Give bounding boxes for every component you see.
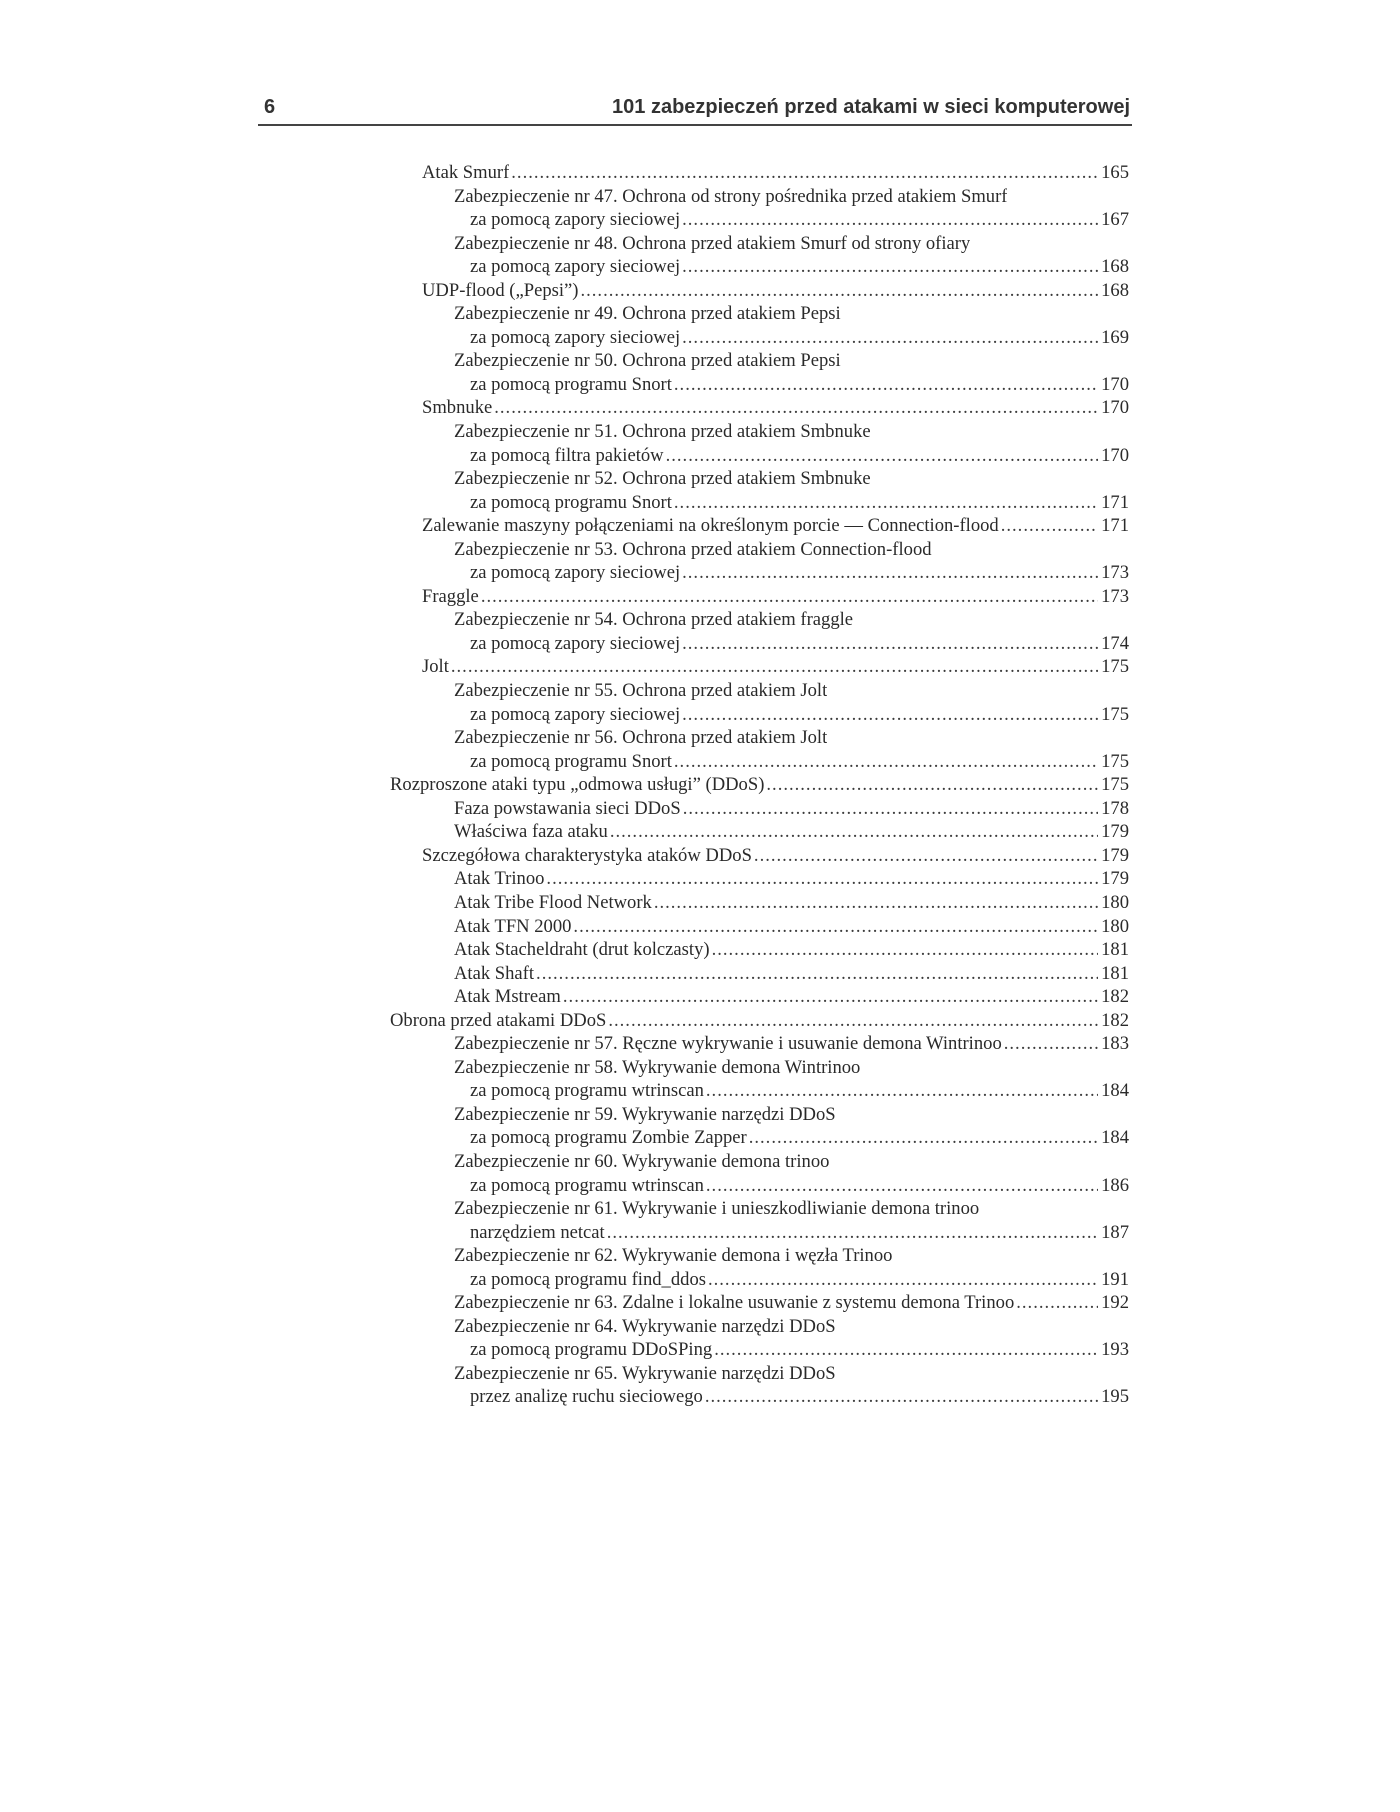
toc-entry [390,1150,1129,1174]
toc-entry-page: 179 [1101,844,1129,866]
toc-leader-dots [674,491,1098,515]
toc-entry [390,773,1129,797]
toc-entry [390,491,1129,515]
toc-entry-title: Zabezpieczenie nr 56. Ochrona przed atakiem Jolt [454,727,828,749]
toc-entry [390,1079,1129,1103]
toc-leader-dots [754,844,1098,868]
table-of-contents [390,161,1129,1409]
toc-entry-page: 193 [1101,1339,1129,1361]
toc-entry-title: Atak TFN 2000 [454,915,572,937]
toc-entry-title: Zabezpieczenie nr 50. Ochrona przed atakiem Pepsi [454,350,841,372]
toc-entry-title: za pomocą zapory sieciowej [470,562,681,584]
toc-entry-page: 170 [1101,373,1129,395]
toc-entry-page: 186 [1101,1174,1129,1196]
toc-entry-title: Zabezpieczenie nr 61. Wykrywanie i unieszkodliwianie demona trinoo [454,1198,980,1220]
toc-entry [390,1221,1129,1245]
toc-entry-page: 173 [1101,585,1129,607]
toc-entry [390,1009,1129,1033]
toc-leader-dots [712,938,1099,962]
toc-entry-page: 170 [1101,444,1129,466]
toc-entry [390,538,1129,562]
page-number: 6 [264,96,276,118]
toc-entry-title: Zabezpieczenie nr 55. Ochrona przed atakiem Jolt [454,680,828,702]
toc-entry [390,962,1129,986]
toc-entry [390,349,1129,373]
page-header [258,94,1132,126]
toc-entry-page: 181 [1101,939,1129,961]
toc-entry-page: 195 [1101,1386,1129,1408]
toc-entry-page: 175 [1101,750,1129,772]
toc-entry [390,750,1129,774]
toc-leader-dots [608,1009,1098,1033]
toc-entry [390,1338,1129,1362]
toc-entry-title: za pomocą zapory sieciowej [470,326,681,348]
toc-entry-page: 168 [1101,256,1129,278]
toc-entry-page: 168 [1101,279,1129,301]
toc-entry-page: 191 [1101,1268,1129,1290]
toc-entry-title: Zabezpieczenie nr 47. Ochrona od strony pośrednika przed atakiem Smurf [454,185,1008,207]
toc-entry-title: Zabezpieczenie nr 59. Wykrywanie narzędzi DDoS [454,1103,836,1125]
toc-entry [390,1056,1129,1080]
toc-entry-title: Faza powstawania sieci DDoS [454,797,681,819]
toc-entry [390,1126,1129,1150]
toc-entry-title: Jolt [422,656,449,678]
toc-entry-title: Zabezpieczenie nr 54. Ochrona przed atakiem fraggle [454,609,854,631]
toc-entry [390,420,1129,444]
toc-entry-title: narzędziem netcat [470,1221,605,1243]
toc-leader-dots [706,1079,1098,1103]
toc-entry [390,185,1129,209]
toc-entry-page: 182 [1101,1009,1129,1031]
toc-entry-page: 175 [1101,656,1129,678]
toc-entry-title: za pomocą programu Snort [470,373,672,395]
toc-entry-title: Szczegółowa charakterystyka ataków DDoS [422,844,752,866]
toc-entry [390,726,1129,750]
toc-entry [390,844,1129,868]
toc-leader-dots [536,962,1098,986]
toc-entry-title: Właściwa faza ataku [454,821,608,843]
toc-entry-page: 183 [1101,1033,1129,1055]
toc-entry [390,820,1129,844]
toc-entry [390,1291,1129,1315]
toc-entry-title: Obrona przed atakami DDoS [390,1009,607,1031]
toc-entry-page: 179 [1101,821,1129,843]
toc-entry [390,1315,1129,1339]
toc-entry [390,208,1129,232]
toc-entry [390,891,1129,915]
toc-leader-dots [563,985,1098,1009]
toc-leader-dots [654,891,1098,915]
toc-entry-title: Zabezpieczenie nr 64. Wykrywanie narzędzi DDoS [454,1315,836,1337]
toc-leader-dots [682,703,1098,727]
toc-entry-title: Zabezpieczenie nr 63. Zdalne i lokalne usuwanie z systemu demona Trinoo [454,1292,1015,1314]
toc-leader-dots [451,655,1098,679]
toc-entry [390,255,1129,279]
toc-leader-dots [682,632,1098,656]
toc-entry-title: Zabezpieczenie nr 51. Ochrona przed atakiem Smbnuke [454,421,871,443]
toc-leader-dots [682,208,1098,232]
toc-leader-dots [674,373,1098,397]
toc-entry-page: 175 [1101,703,1129,725]
toc-entry [390,373,1129,397]
toc-entry [390,514,1129,538]
toc-leader-dots [708,1268,1098,1292]
toc-entry-title: za pomocą zapory sieciowej [470,209,681,231]
toc-entry [390,1032,1129,1056]
toc-entry-title: za pomocą zapory sieciowej [470,256,681,278]
toc-entry-title: Zabezpieczenie nr 57. Ręczne wykrywanie i usuwanie demona Wintrinoo [454,1033,1002,1055]
toc-entry-page: 173 [1101,562,1129,584]
toc-entry-page: 182 [1101,986,1129,1008]
toc-entry-title: za pomocą programu find_ddos [470,1268,706,1290]
toc-entry-title: przez analizę ruchu sieciowego [470,1386,703,1408]
toc-entry [390,585,1129,609]
toc-entry [390,302,1129,326]
toc-leader-dots [683,797,1098,821]
toc-entry-title: Zabezpieczenie nr 65. Wykrywanie narzędzi DDoS [454,1362,836,1384]
toc-leader-dots [682,326,1098,350]
toc-entry-page: 167 [1101,209,1129,231]
toc-entry-page: 165 [1101,162,1129,183]
toc-entry-title: Atak Stacheldraht (drut kolczasty) [454,939,710,961]
toc-entry-page: 184 [1101,1080,1129,1102]
toc-leader-dots [682,561,1098,585]
toc-entry-title: za pomocą programu Snort [470,491,672,513]
toc-entry [390,1197,1129,1221]
toc-entry-page: 171 [1101,491,1129,513]
toc-entry-page: 179 [1101,868,1129,890]
toc-entry-page: 178 [1101,797,1129,819]
toc-entry-title: Atak Smurf [422,162,510,183]
toc-entry [390,1174,1129,1198]
toc-entry-title: za pomocą programu DDoSPing [470,1339,713,1361]
toc-entry [390,867,1129,891]
toc-entry-title: Zabezpieczenie nr 49. Ochrona przed atakiem Pepsi [454,303,841,325]
toc-entry [390,985,1129,1009]
toc-entry-title: Fraggle [422,585,479,607]
toc-entry [390,655,1129,679]
toc-entry-title: za pomocą zapory sieciowej [470,632,681,654]
toc-leader-dots [682,255,1098,279]
toc-entry-title: Zabezpieczenie nr 58. Wykrywanie demona Wintrinoo [454,1056,861,1078]
toc-entry [390,679,1129,703]
toc-entry-title: Atak Tribe Flood Network [454,891,652,913]
toc-leader-dots [1004,1032,1098,1056]
toc-entry-page: 170 [1101,397,1129,419]
toc-entry [390,938,1129,962]
toc-entry [390,1362,1129,1386]
toc-leader-dots [580,279,1098,303]
toc-entry [390,1268,1129,1292]
toc-entry-title: za pomocą programu wtrinscan [470,1174,704,1196]
toc-leader-dots [666,444,1099,468]
toc-leader-dots [705,1385,1098,1409]
toc-entry-page: 169 [1101,326,1129,348]
toc-leader-dots [1016,1291,1098,1315]
toc-entry [390,396,1129,420]
toc-entry [390,797,1129,821]
toc-entry [390,161,1129,185]
toc-entry-page: 181 [1101,962,1129,984]
toc-entry [390,467,1129,491]
toc-leader-dots [494,396,1098,420]
toc-entry-page: 192 [1101,1292,1129,1314]
toc-entry-title: Zabezpieczenie nr 48. Ochrona przed atakiem Smurf od strony ofiary [454,232,971,254]
toc-entry-title: Zabezpieczenie nr 52. Ochrona przed atakiem Smbnuke [454,468,871,490]
toc-entry-title: Atak Trinoo [454,868,545,890]
toc-entry-title: Zalewanie maszyny połączeniami na określonym porcie — Connection-flood [422,515,999,537]
toc-entry-title: Atak Mstream [454,986,561,1008]
toc-leader-dots [610,820,1098,844]
toc-entry [390,1244,1129,1268]
toc-entry-page: 174 [1101,632,1129,654]
toc-entry-title: za pomocą filtra pakietów [470,444,664,466]
toc-leader-dots [714,1338,1098,1362]
toc-entry-title: za pomocą zapory sieciowej [470,703,681,725]
toc-entry [390,279,1129,303]
toc-entry [390,608,1129,632]
toc-entry [390,632,1129,656]
toc-entry [390,561,1129,585]
toc-entry-title: Zabezpieczenie nr 60. Wykrywanie demona trinoo [454,1150,830,1172]
toc-leader-dots [706,1174,1098,1198]
toc-entry-title: Rozproszone ataki typu „odmowa usługi” (DDoS) [390,774,765,796]
toc-entry-title: Atak Shaft [454,962,535,984]
toc-leader-dots [607,1221,1098,1245]
toc-entry-title: za pomocą programu Zombie Zapper [470,1127,747,1149]
toc-entry [390,703,1129,727]
toc-entry-title: Zabezpieczenie nr 62. Wykrywanie demona i węzła Trinoo [454,1245,893,1267]
toc-entry-page: 187 [1101,1221,1129,1243]
toc-entry-title: Smbnuke [422,397,493,419]
toc-leader-dots [749,1126,1098,1150]
toc-entry [390,915,1129,939]
running-title: 101 zabezpieczeń przed atakami w sieci komputerowej [612,96,1130,118]
toc-entry [390,1385,1129,1409]
toc-leader-dots [674,750,1098,774]
toc-entry-title: Zabezpieczenie nr 53. Ochrona przed atakiem Connection-flood [454,538,932,560]
toc-entry-page: 180 [1101,891,1129,913]
toc-entry-title: UDP-flood („Pepsi”) [422,279,579,301]
toc-entry-page: 175 [1101,774,1129,796]
toc-leader-dots [546,867,1098,891]
toc-entry-title: za pomocą programu wtrinscan [470,1080,704,1102]
toc-leader-dots [481,585,1098,609]
toc-leader-dots [573,915,1098,939]
toc-entry [390,326,1129,350]
toc-entry-title: za pomocą programu Snort [470,750,672,772]
toc-entry-page: 171 [1101,515,1129,537]
toc-entry-page: 184 [1101,1127,1129,1149]
toc-entry [390,444,1129,468]
toc-entry [390,1103,1129,1127]
toc-leader-dots [766,773,1098,797]
toc-leader-dots [511,161,1098,185]
toc-entry-page: 180 [1101,915,1129,937]
toc-entry [390,232,1129,256]
toc-leader-dots [1001,514,1098,538]
